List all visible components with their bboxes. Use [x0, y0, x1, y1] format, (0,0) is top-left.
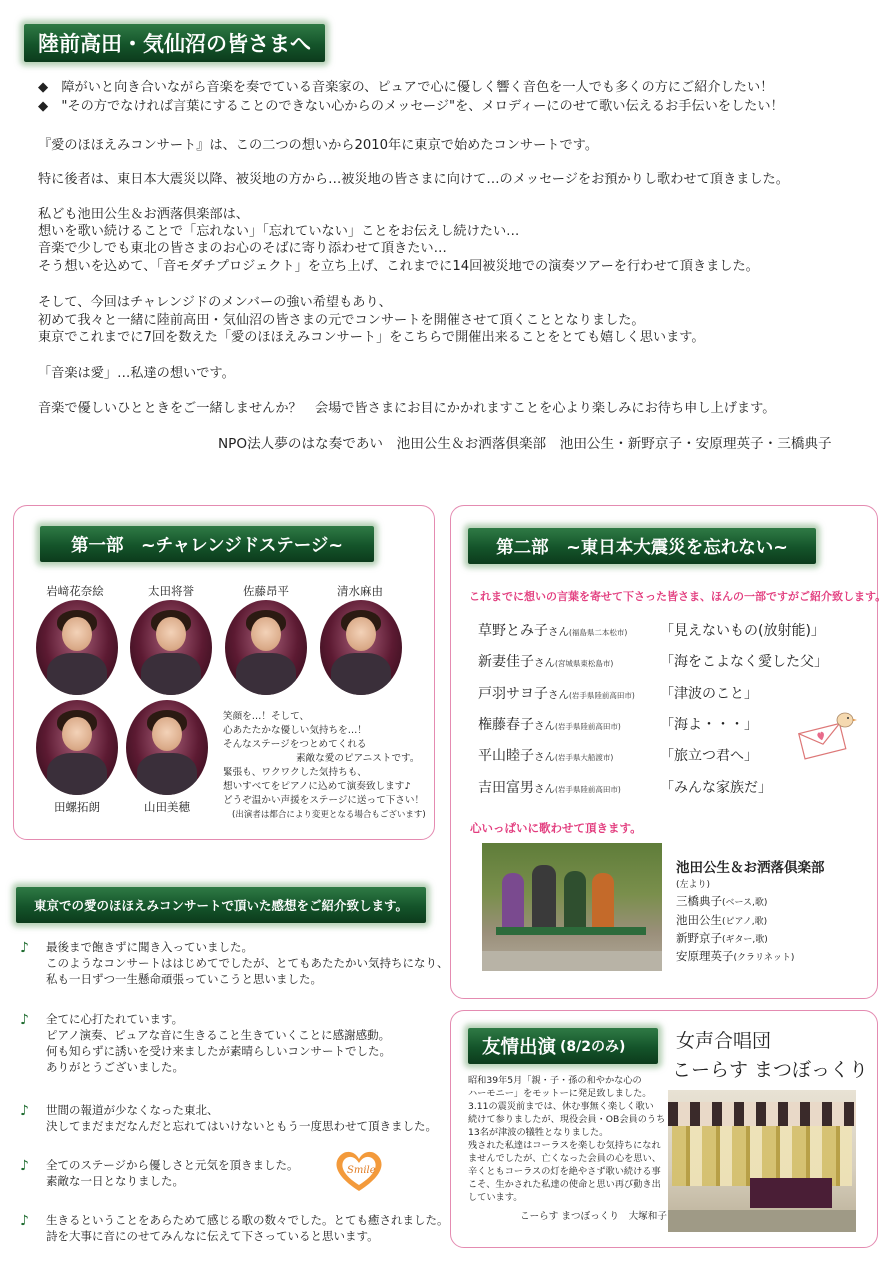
- member-name: 安原理英子: [676, 949, 734, 963]
- music-note-icon: ♪: [20, 1103, 29, 1119]
- impression-line: ありがとうございました。: [46, 1060, 184, 1074]
- impression-line: 世間の報道が少なくなった東北、: [46, 1103, 219, 1117]
- friendship-text: 残された私達はコーラスを楽しむ気持ちになれ: [468, 1140, 661, 1151]
- friendship-title-text: 友情出演: [482, 1037, 557, 1058]
- part1-text: 心あたたかな優しい気持ちを…！: [223, 725, 367, 736]
- member-role: (ベース,歌): [722, 898, 768, 908]
- friendship-text: 続けて参りましたが、現役会員・OB会員のうち: [468, 1114, 666, 1125]
- music-note-icon: ♪: [20, 1012, 29, 1028]
- page-title: [24, 24, 325, 62]
- message-title: 「旅立つ君へ」: [660, 748, 758, 764]
- music-note-icon: ♪: [20, 1158, 29, 1174]
- performer-photo: [320, 600, 402, 695]
- member-role: (クラリネット): [733, 953, 795, 963]
- bullet-2: ◆ "その方でなければ言葉にすることのできない心からのメッセージ"を、メロディーにのせて歌い伝えるお手伝いをしたい！: [38, 99, 784, 114]
- message-author: 権藤春子: [478, 717, 534, 733]
- paragraph-latter: 特に後者は、東日本大震災以降、被災地の方から…被災地の皆さまに向けて…のメッセージをお預かりし歌わせて頂きました。: [38, 172, 789, 187]
- performer-photo: [225, 600, 307, 695]
- signature: NPO法人夢のはな奏であい 池田公生＆お洒落倶楽部 池田公生・新野京子・安原理英子・三橋典子: [218, 436, 832, 452]
- paragraph-line: 音楽で優しいひとときをご一緒しませんか？ 会場で皆さまにお目にかかれますことを心より楽しみにお待ち申し上げます。: [38, 401, 776, 416]
- part1-note: (出演者は都合により変更となる場合もございます): [232, 810, 426, 820]
- friendship-title: [468, 1028, 658, 1064]
- message-location: (福島県二本松市): [569, 628, 628, 637]
- group-order: (左より): [676, 880, 711, 890]
- performer-photo: [126, 700, 208, 795]
- part1-title-text: 第一部 ~チャレンジドステージ~: [70, 535, 344, 556]
- member-row: [676, 893, 767, 909]
- message-author: 吉田富男: [478, 780, 534, 796]
- music-note-icon: ♪: [20, 1213, 29, 1229]
- friendship-text: 辛くともコーラスの灯を絶やさず歌い続ける事: [468, 1166, 661, 1177]
- member-row: [676, 912, 767, 928]
- envelope-bird-icon: [795, 708, 857, 760]
- friendship-text: ハーモニー」をモットーに発足致しました。: [468, 1088, 652, 1099]
- friendship-text: こそ、生かされた私達の使命と思い再び動き出: [468, 1179, 661, 1190]
- member-name: 新野京子: [676, 931, 722, 945]
- message-title: 「海よ・・・」: [660, 717, 758, 733]
- message-location: (岩手県大船渡市): [555, 753, 614, 762]
- choir-name-line2: こーらす まつぼっくり: [672, 1059, 869, 1081]
- member-row: [676, 948, 794, 964]
- performer-photo: [36, 700, 118, 795]
- performer-photo: [36, 600, 118, 695]
- impression-line: 決してまだまだなんだと忘れてはいけないともう一度思わせて頂きました。: [46, 1119, 437, 1133]
- performer-photo: [130, 600, 212, 695]
- music-note-icon: ♪: [20, 940, 29, 956]
- paragraph-line: そして、今回はチャレンジドのメンバーの強い希望もあり、: [38, 295, 392, 310]
- paragraph-line: そう想いを込めて、「音モダチプロジェクト」を立ち上げ、これまでに14回被災地での演奏ツアーを行わせて頂きました。: [38, 259, 759, 274]
- paragraph-line: 音楽で少しでも東北の皆さまのお心のそばに寄り添わせて頂きたい…: [38, 241, 447, 256]
- intro-paragraph: 『愛のほほえみコンサート』は、この二つの想いから2010年に東京で始めたコンサートです。: [38, 138, 599, 153]
- message-author: 平山睦子: [478, 748, 534, 764]
- message-title: 「海をこよなく愛した父」: [660, 654, 828, 670]
- impression-line: このようなコンサートははじめてでしたが、とてもあたたかい気持ちになり、: [46, 956, 449, 970]
- part1-text: 緊張も、ワクワクした気持ちも、: [223, 767, 367, 778]
- impressions-title-text: 東京での愛のほほえみコンサートで頂いた感想をご紹介致します。: [33, 898, 408, 913]
- part1-text: 想いすべてをピアノに込めて演奏致します♪: [223, 781, 411, 792]
- part1-text: 素敵な愛のピアニストです。: [296, 753, 420, 764]
- message-author: 草野とみ子: [478, 623, 548, 639]
- performer-name: 田螺拓朗: [54, 800, 100, 814]
- performer-name: 山田美穂: [144, 800, 190, 814]
- part2-intro: これまでに想いの言葉を寄せて下さった皆さま、ほんの一部ですがご紹介致します。: [469, 590, 887, 603]
- impression-line: 全てに心打たれています。: [46, 1012, 184, 1026]
- part1-text: そんなステージをつとめてくれる: [223, 739, 367, 750]
- friendship-signature: こーらす まつぼっくり 大塚和子: [520, 1211, 667, 1222]
- smile-text: Smile: [347, 1165, 376, 1176]
- smile-heart-icon: [331, 1147, 387, 1195]
- performer-name: 清水麻由: [337, 584, 383, 598]
- impression-line: 生きるということをあらためて感じる歌の数々でした。とても癒されました。: [46, 1213, 449, 1227]
- performer-name: 佐藤昂平: [243, 584, 289, 598]
- paragraph-line: 私ども池田公生＆お洒落倶楽部は、: [38, 207, 249, 222]
- message-title: 「見えないもの(放射能)」: [660, 623, 825, 639]
- message-location: (岩手県陸前高田市): [569, 691, 635, 700]
- member-row: [676, 930, 768, 946]
- part1-text: 笑顔を…！そして、: [223, 711, 310, 722]
- choir-name-line1: 女声合唱団: [676, 1030, 772, 1052]
- friendship-text: ませんでしたが、亡くなった会員の心を思い、: [468, 1153, 661, 1164]
- impression-line: 全てのステージから優しさと元気を頂きました。: [46, 1158, 299, 1172]
- friendship-text: 13名が津波の犠牲となりました。: [468, 1127, 609, 1138]
- message-author: 新妻佳子: [478, 654, 534, 670]
- message-author: 戸羽サヨ子: [478, 686, 548, 702]
- part2-title-text: 第二部 ~東日本大震災を忘れない~: [496, 537, 788, 558]
- part2-closing: 心いっぱいに歌わせて頂きます。: [470, 821, 642, 835]
- impression-line: 何も知らずに誘いを受け来ましたが素晴らしいコンサートでした。: [46, 1044, 391, 1058]
- performer-name: 太田将誉: [148, 584, 194, 598]
- page-title-text: 陸前高田・気仙沼の皆さまへ: [38, 32, 311, 56]
- member-name: 池田公生: [676, 913, 722, 927]
- impression-line: 素敵な一日となりました。: [46, 1174, 184, 1188]
- performer-name: 岩﨑花奈絵: [46, 584, 104, 598]
- part1-title: [40, 526, 374, 562]
- member-role: (ピアノ,歌): [722, 917, 768, 927]
- paragraph-line: 想いを歌い続けることで「忘れない」「忘れていない」ことをお伝えし続けたい…: [38, 224, 520, 239]
- message-title: 「津波のこと」: [660, 686, 758, 702]
- impression-line: 最後まで飽きずに聞き入っていました。: [46, 940, 253, 954]
- paragraph-line: 「音楽は愛」…私達の想いです。: [38, 366, 235, 381]
- choir-photo: [668, 1090, 856, 1232]
- member-name: 三橋典子: [676, 894, 722, 908]
- part1-text: どうぞ温かい声援をステージに送って下さい！: [223, 795, 425, 806]
- impression-line: 詩を大事に音にのせてみんなに伝えて下さっていると思います。: [46, 1229, 379, 1243]
- message-location: (岩手県陸前高田市): [555, 785, 621, 794]
- message-location: (岩手県陸前高田市): [555, 722, 621, 731]
- impressions-title: [16, 887, 426, 923]
- bullet-1: ◆ 障がいと向き合いながら音楽を奏でている音楽家の、ピュアで心に優しく響く音色を一人でも多くの方にご紹介したい！: [38, 80, 774, 95]
- member-role: (ギター,歌): [722, 935, 768, 945]
- friendship-title-note: (8/2のみ): [560, 1039, 626, 1055]
- paragraph-line: 初めて我々と一緒に陸前高田・気仙沼の皆さまの元でコンサートを開催させて頂くこととなりました。: [38, 313, 645, 328]
- friendship-text: 3.11の震災前までは、休む事無く楽しく歌い: [468, 1101, 654, 1112]
- part2-title: [468, 528, 816, 564]
- friendship-text: 昭和39年5月「親・子・孫の和やかな心の: [468, 1075, 642, 1086]
- message-title: 「みんな家族だ」: [660, 780, 772, 796]
- paragraph-line: 東京でこれまでに7回を数えた「愛のほほえみコンサート」をこちらで開催出来ることをとても嬉しく思います。: [38, 330, 705, 345]
- impression-line: 私も一日ずつ一生懸命頑張っていこうと思いました。: [46, 972, 322, 986]
- group-photo: [482, 843, 662, 971]
- group-name: 池田公生＆お洒落倶楽部: [676, 860, 825, 876]
- friendship-text: しています。: [468, 1192, 523, 1203]
- message-location: (宮城県東松島市): [555, 659, 614, 668]
- impression-line: ピアノ演奏、ピュアな音に生きること生きていくことに感謝感動。: [46, 1028, 391, 1042]
